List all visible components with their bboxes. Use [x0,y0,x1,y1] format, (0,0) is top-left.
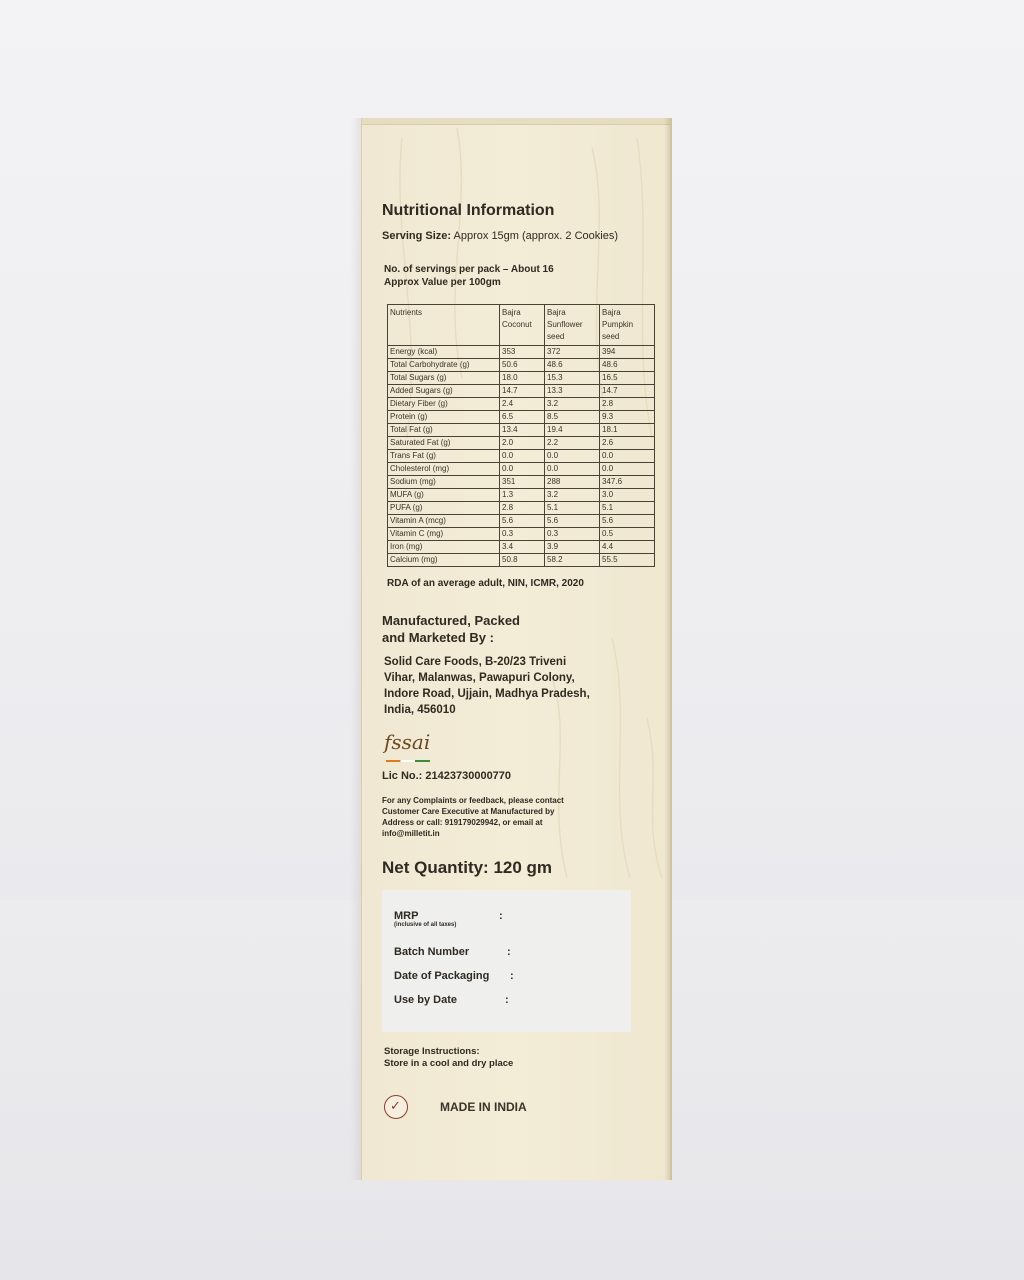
product-box-side-panel [361,118,672,1180]
complaints-note [382,795,622,839]
nutrient-name-cell: Sodium (mg) [388,476,500,489]
nutrient-value-cell: 2.8 [500,502,545,515]
box-edge-shadow [664,118,670,1180]
nutrient-value-cell: 5.1 [545,502,600,515]
nutrient-value-cell: 0.0 [600,463,655,476]
nutrient-value-cell: 3.9 [545,541,600,554]
table-row [388,398,655,411]
table-row [388,463,655,476]
nutrient-value-cell: 351 [500,476,545,489]
table-header-row [388,305,655,346]
nutrient-value-cell: 13.3 [545,385,600,398]
nutrient-value-cell: 0.3 [500,528,545,541]
zero-trans-fat-badge-icon [384,1095,408,1119]
serving-size-label: Serving Size: [382,230,452,242]
mrp-note: (inclusive of all taxes) [394,922,457,928]
nutrient-value-cell: 4.4 [600,541,655,554]
nutrient-value-cell: 0.5 [600,528,655,541]
nutrient-value-cell: 5.1 [600,502,655,515]
use-by-date-label: Use by Date [394,994,457,1006]
storage-value: Store in a cool and dry place [384,1058,514,1069]
rda-note: RDA of an average adult, NIN, ICMR, 2020 [387,578,584,589]
nutrient-value-cell: 58.2 [545,554,600,567]
nutrient-value-cell: 0.0 [500,463,545,476]
fssai-logo-underline [386,760,430,762]
nutrient-value-cell: 55.5 [600,554,655,567]
table-header-cell: Bajra Coconut [500,305,545,346]
nutrient-name-cell: Total Fat (g) [388,424,500,437]
nutrient-value-cell: 15.3 [545,372,600,385]
table-header-cell: Bajra Pumpkin seed [600,305,655,346]
table-row [388,411,655,424]
table-row [388,372,655,385]
nutrient-value-cell: 3.4 [500,541,545,554]
nutrient-value-cell: 1.3 [500,489,545,502]
nutrient-value-cell: 5.6 [600,515,655,528]
nutrient-value-cell: 372 [545,346,600,359]
manufacturer-address [384,654,654,718]
nutrient-value-cell: 14.7 [600,385,655,398]
net-quantity: Net Quantity: 120 gm [382,858,553,877]
nutrient-value-cell: 5.6 [500,515,545,528]
nutrition-table [387,304,655,567]
nutrient-value-cell: 394 [600,346,655,359]
servings-per-pack: No. of servings per pack – About 16 [384,264,554,275]
license-number: Lic No.: 21423730000770 [382,770,512,782]
nutrient-value-cell: 0.0 [545,463,600,476]
nutrient-value-cell: 3.0 [600,489,655,502]
nutrient-name-cell: Trans Fat (g) [388,450,500,463]
use-by-colon: : [505,994,509,1006]
nutrient-name-cell: PUFA (g) [388,502,500,515]
packaging-colon: : [510,970,514,982]
complaints-line: For any Complaints or feedback, please contact [382,796,564,805]
address-line: India, 456010 [384,704,456,716]
servings-info [384,263,554,289]
nutrient-name-cell: Cholesterol (mg) [388,463,500,476]
table-row [388,489,655,502]
nutrient-value-cell: 0.0 [545,450,600,463]
manufacturer-heading-line: and Marketed By : [382,630,494,645]
table-header-cell: Bajra Sunflower seed [545,305,600,346]
nutrient-value-cell: 353 [500,346,545,359]
nutrition-title: Nutritional Information [382,202,555,219]
nutrient-value-cell: 2.6 [600,437,655,450]
nutrient-value-cell: 9.3 [600,411,655,424]
nutrient-name-cell: Dietary Fiber (g) [388,398,500,411]
nutrient-value-cell: 14.7 [500,385,545,398]
nutrient-name-cell: Added Sugars (g) [388,385,500,398]
nutrient-value-cell: 3.2 [545,489,600,502]
table-row [388,437,655,450]
nutrient-value-cell: 18.1 [600,424,655,437]
address-line: Solid Care Foods, B-20/23 Triveni [384,656,567,668]
nutrient-value-cell: 8.5 [545,411,600,424]
nutrient-value-cell: 3.2 [545,398,600,411]
nutrient-value-cell: 2.2 [545,437,600,450]
table-row [388,346,655,359]
nutrient-value-cell: 6.5 [500,411,545,424]
table-row [388,450,655,463]
table-row [388,502,655,515]
nutrient-value-cell: 2.0 [500,437,545,450]
fssai-logo: fssai [384,730,431,754]
nutrient-value-cell: 50.6 [500,359,545,372]
nutrient-value-cell: 0.0 [600,450,655,463]
table-row [388,541,655,554]
mrp-colon: : [499,910,503,922]
table-row [388,554,655,567]
batch-info-panel [382,890,631,1032]
nutrient-name-cell: Calcium (mg) [388,554,500,567]
nutrient-name-cell: Energy (kcal) [388,346,500,359]
nutrient-value-cell: 5.6 [545,515,600,528]
table-row [388,476,655,489]
nutrient-value-cell: 48.6 [545,359,600,372]
serving-size-value: Approx 15gm (approx. 2 Cookies) [453,230,618,242]
nutrient-name-cell: Protein (g) [388,411,500,424]
manufacturer-heading [382,612,602,646]
nutrient-value-cell: 0.0 [500,450,545,463]
table-row [388,424,655,437]
storage-instructions [384,1046,513,1070]
nutrient-name-cell: Saturated Fat (g) [388,437,500,450]
nutrient-name-cell: Iron (mg) [388,541,500,554]
made-in-india: MADE IN INDIA [440,1100,527,1114]
nutrient-name-cell: Total Sugars (g) [388,372,500,385]
table-row [388,515,655,528]
check-icon: ✓ [390,1098,401,1113]
serving-size [382,230,618,242]
complaints-line: Address or call: 919179029942, or email at [382,818,543,827]
nutrient-value-cell: 0.3 [545,528,600,541]
batch-colon: : [507,946,511,958]
nutrient-value-cell: 13.4 [500,424,545,437]
address-line: Indore Road, Ujjain, Madhya Pradesh, [384,688,590,700]
nutrient-value-cell: 2.4 [500,398,545,411]
manufacturer-heading-line: Manufactured, Packed [382,613,520,628]
address-line: Vihar, Malanwas, Pawapuri Colony, [384,672,575,684]
nutrient-value-cell: 19.4 [545,424,600,437]
table-row [388,528,655,541]
nutrient-value-cell: 347.6 [600,476,655,489]
table-row [388,385,655,398]
nutrient-value-cell: 50.8 [500,554,545,567]
nutrient-value-cell: 2.8 [600,398,655,411]
table-row [388,359,655,372]
packaging-date-label: Date of Packaging [394,970,490,982]
approx-value-note: Approx Value per 100gm [384,277,501,288]
nutrient-name-cell: Total Carbohydrate (g) [388,359,500,372]
nutrient-name-cell: MUFA (g) [388,489,500,502]
mrp-label [394,910,456,928]
mrp-text: MRP [394,910,419,922]
table-header-cell: Nutrients [388,305,500,346]
batch-number-label: Batch Number [394,946,470,958]
complaints-line: info@milletit.in [382,829,440,838]
complaints-line: Customer Care Executive at Manufactured by [382,807,555,816]
storage-label: Storage Instructions: [384,1046,480,1057]
nutrient-name-cell: Vitamin C (mg) [388,528,500,541]
nutrient-value-cell: 18.0 [500,372,545,385]
nutrient-value-cell: 48.6 [600,359,655,372]
nutrient-value-cell: 288 [545,476,600,489]
nutrient-name-cell: Vitamin A (mcg) [388,515,500,528]
nutrient-value-cell: 16.5 [600,372,655,385]
